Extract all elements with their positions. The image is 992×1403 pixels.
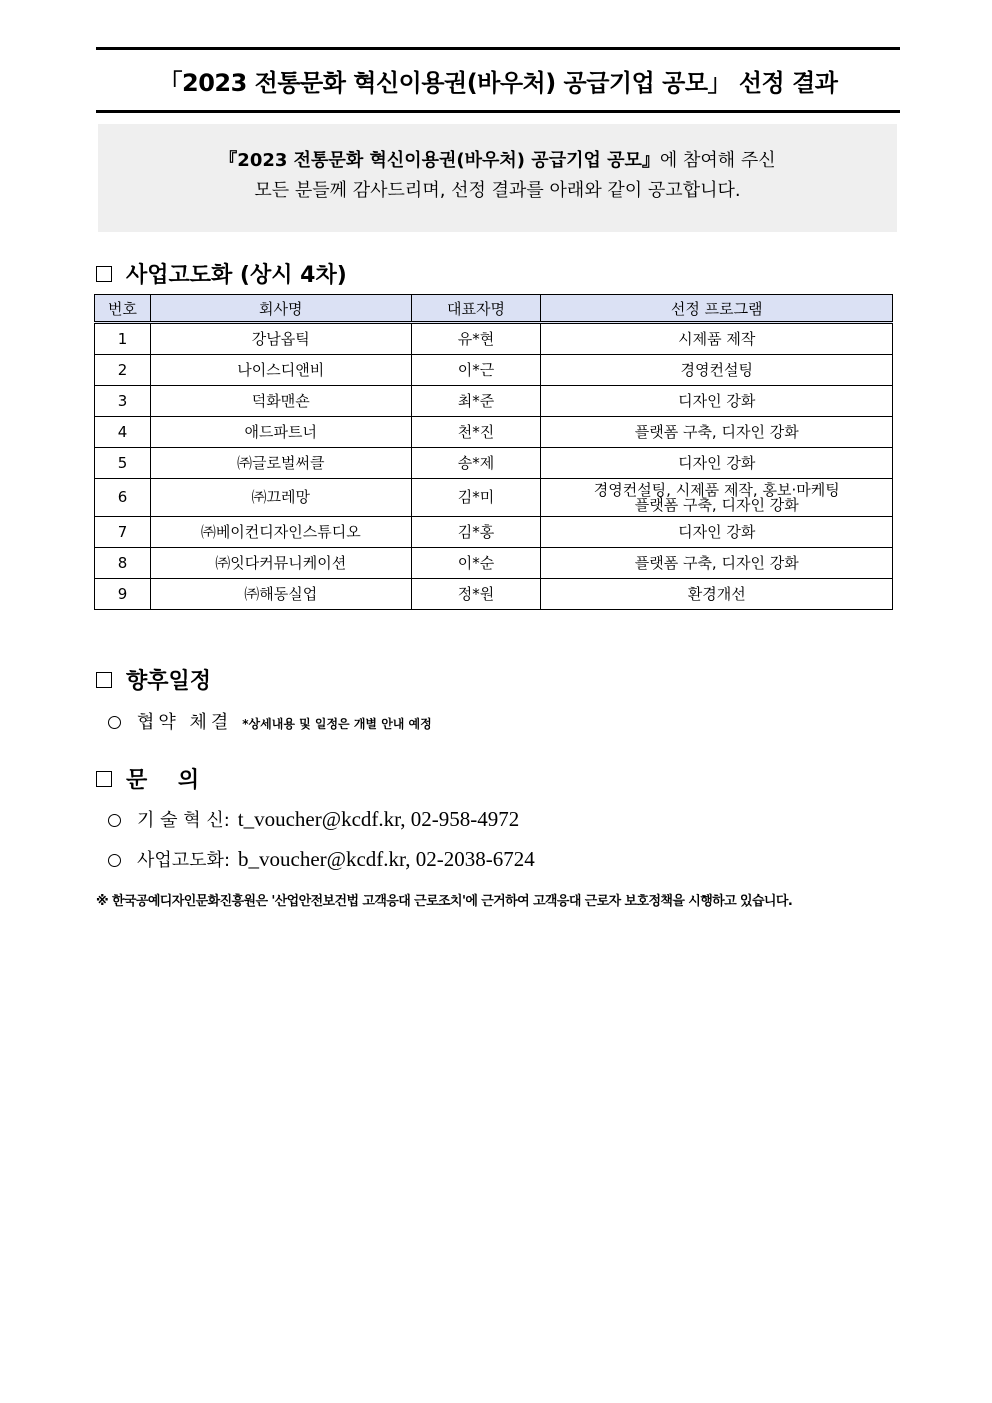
- cell-ceo: 최*준: [411, 386, 541, 417]
- cell-number: 8: [95, 548, 151, 579]
- cell-company: ㈜베이컨디자인스튜디오: [150, 517, 411, 548]
- circle-bullet-icon: [108, 854, 121, 867]
- cell-company: 강남옵틱: [150, 323, 411, 355]
- intro-line-1: [98, 146, 897, 176]
- cell-number: 7: [95, 517, 151, 548]
- intro-box: [98, 124, 897, 232]
- cell-program: 경영컨설팅: [541, 355, 893, 386]
- intro-line-1-bold: 『2023 전통문화 혁신이용권(바우처) 공급기업 공모』: [219, 150, 660, 171]
- section-heading-inquiry-label: 문 의: [126, 768, 200, 793]
- table-row: [95, 448, 893, 479]
- cell-ceo: 유*현: [411, 323, 541, 355]
- column-header-number: 번호: [95, 295, 151, 323]
- cell-ceo: 송*제: [411, 448, 541, 479]
- cell-program: 시제품 제작: [541, 323, 893, 355]
- cell-company: ㈜잇다커뮤니케이션: [150, 548, 411, 579]
- cell-number: 6: [95, 479, 151, 517]
- checkbox-square-icon: [96, 266, 112, 282]
- cell-program: 환경개선: [541, 579, 893, 610]
- cell-company: ㈜해동실업: [150, 579, 411, 610]
- table-header-row: [95, 295, 893, 323]
- cell-program-line-1: 경영컨설팅, 시제품 제작, 홍보·마케팅: [593, 480, 840, 499]
- results-table: [94, 294, 893, 610]
- cell-program-line-2: 플랫폼 구축, 디자인 강화: [634, 495, 799, 514]
- cell-number: 5: [95, 448, 151, 479]
- section-heading-upgrade-label: 사업고도화 (상시 4차): [126, 263, 347, 288]
- table-row: [95, 479, 893, 517]
- cell-ceo: 김*미: [411, 479, 541, 517]
- contact-label: 기 술 혁 신:: [137, 810, 230, 831]
- intro-line-2: 모든 분들께 감사드리며, 선정 결과를 아래와 같이 공고합니다.: [254, 180, 741, 201]
- schedule-item: [108, 708, 432, 734]
- section-heading-schedule-label: 향후일정: [126, 669, 212, 694]
- table-row: [95, 323, 893, 355]
- schedule-note: *상세내용 및 일정은 개별 안내 예정: [242, 717, 432, 731]
- table-row: [95, 417, 893, 448]
- section-heading-inquiry: [96, 763, 199, 794]
- contact-value[interactable]: t_voucher@kcdf.kr, 02-958-4972: [237, 807, 520, 831]
- cell-program: [541, 479, 893, 517]
- column-header-program: 선정 프로그램: [541, 295, 893, 323]
- page-title: 「2023 전통문화 혁신이용권(바우처) 공급기업 공모」 선정 결과: [158, 68, 838, 97]
- cell-program: 플랫폼 구축, 디자인 강화: [541, 548, 893, 579]
- cell-ceo: 천*진: [411, 417, 541, 448]
- table-row: [95, 355, 893, 386]
- cell-ceo: 이*순: [411, 548, 541, 579]
- column-header-ceo: 대표자명: [411, 295, 541, 323]
- contact-item: [108, 846, 535, 872]
- checkbox-square-icon: [96, 672, 112, 688]
- cell-number: 2: [95, 355, 151, 386]
- table-row: [95, 386, 893, 417]
- cell-number: 3: [95, 386, 151, 417]
- cell-company: 애드파트너: [150, 417, 411, 448]
- cell-company: 덕화맨숀: [150, 386, 411, 417]
- cell-program: 플랫폼 구축, 디자인 강화: [541, 417, 893, 448]
- table-row: [95, 517, 893, 548]
- cell-number: 4: [95, 417, 151, 448]
- circle-bullet-icon: [108, 814, 121, 827]
- cell-company: ㈜끄레망: [150, 479, 411, 517]
- cell-number: 1: [95, 323, 151, 355]
- column-header-company: 회사명: [150, 295, 411, 323]
- circle-bullet-icon: [108, 716, 121, 729]
- schedule-item-label: 협약 체결: [137, 712, 233, 733]
- cell-ceo: 정*원: [411, 579, 541, 610]
- cell-company: 나이스디앤비: [150, 355, 411, 386]
- cell-ceo: 이*근: [411, 355, 541, 386]
- footnote: ※ 한국공예디자인문화진흥원은 '산업안전보건법 고객응대 근로조치'에 근거하여 고객응대 근로자 보호정책을 시행하고 있습니다.: [96, 894, 793, 909]
- cell-company: ㈜글로벌써클: [150, 448, 411, 479]
- section-heading-schedule: [96, 664, 211, 695]
- cell-ceo: 김*홍: [411, 517, 541, 548]
- contact-label: 사업고도화:: [137, 850, 231, 871]
- contact-value[interactable]: b_voucher@kcdf.kr, 02-2038-6724: [238, 847, 535, 871]
- section-heading-upgrade: [96, 258, 347, 289]
- checkbox-square-icon: [96, 771, 112, 787]
- contact-item: [108, 806, 519, 832]
- page-title-box: [96, 47, 900, 113]
- cell-program: 디자인 강화: [541, 386, 893, 417]
- cell-program: 디자인 강화: [541, 448, 893, 479]
- table-row: [95, 579, 893, 610]
- cell-number: 9: [95, 579, 151, 610]
- table-row: [95, 548, 893, 579]
- intro-line-1-rest: 에 참여해 주신: [659, 150, 776, 171]
- cell-program: 디자인 강화: [541, 517, 893, 548]
